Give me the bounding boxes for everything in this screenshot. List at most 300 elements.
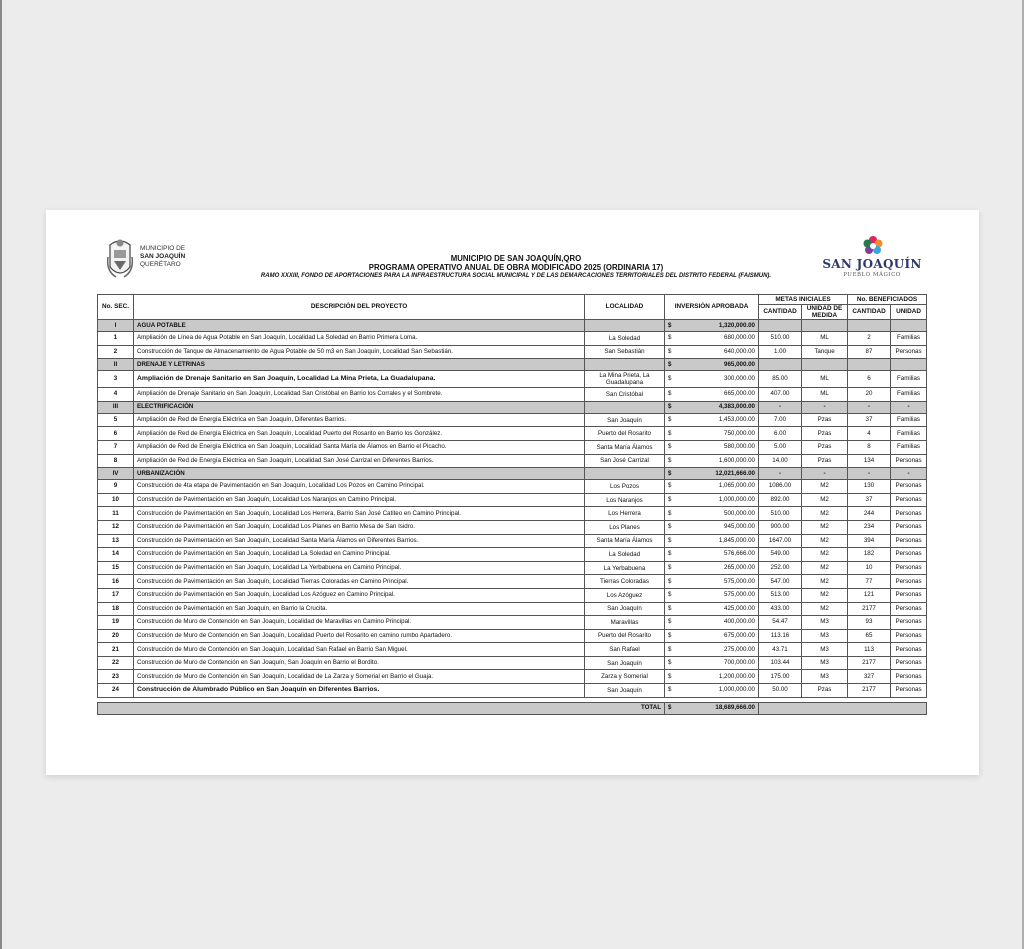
- project-description: Construcción de Pavimentación en San Joaquín, Localidad La Soledad en Camino Principal.: [134, 548, 585, 562]
- investment-amount: 400,000.00: [724, 618, 755, 626]
- project-description: Construcción de Alumbrado Público en San Joaquín en Diferentes Barrios.: [134, 684, 585, 698]
- investment-amount: 275,000.00: [724, 645, 755, 653]
- beneficiaries-unit: Personas: [891, 656, 927, 670]
- goal-quantity: 900.00: [759, 520, 802, 534]
- goal-quantity: 510.00: [759, 507, 802, 521]
- locality: Tierras Coloradas: [585, 575, 665, 589]
- row-number: 20: [98, 629, 134, 643]
- locality: La Soledad: [585, 332, 665, 346]
- table-row: [98, 332, 927, 346]
- header-localidad: LOCALIDAD: [585, 295, 665, 320]
- section-row: [98, 320, 927, 332]
- table-row: [98, 575, 927, 589]
- section-dash: [802, 359, 848, 371]
- table-row: [98, 656, 927, 670]
- total-amount: 18,689,666.00: [715, 704, 755, 712]
- investment-amount: 500,000.00: [724, 509, 755, 517]
- project-description: Construcción de Tanque de Almacenamiento de Agua Potable de 50 m3 en San Joaquín, Localidad San Sebastián.: [134, 345, 585, 359]
- currency-symbol: $: [668, 456, 672, 464]
- investment-amount: 265,000.00: [724, 564, 755, 572]
- goal-unit: Pzas: [802, 427, 848, 441]
- table-row: [98, 643, 927, 657]
- row-number: 13: [98, 534, 134, 548]
- currency-symbol: $: [668, 631, 672, 639]
- section-amount: 1,320,000.00: [718, 321, 755, 329]
- goal-unit: M3: [802, 616, 848, 630]
- goal-unit: Pzas: [802, 684, 848, 698]
- beneficiaries-count: 182: [848, 548, 891, 562]
- investment-cell: [665, 684, 759, 698]
- header-unidad: UNIDAD: [891, 305, 927, 320]
- project-description: Construcción de Pavimentación en San Joaquín, Localidad La Yerbabuena en Camino Principal.: [134, 561, 585, 575]
- investment-cell: [665, 575, 759, 589]
- goal-unit: ML: [802, 388, 848, 402]
- total-row: [98, 702, 927, 714]
- brand-name: SAN JOAQUÍN: [822, 257, 922, 271]
- section-dash: [802, 320, 848, 332]
- header-cantidad-beneficiados: CANTIDAD: [848, 305, 891, 320]
- row-number: 5: [98, 413, 134, 427]
- project-description: Construcción de Pavimentación en San Joaquín, en Barrio la Crucita.: [134, 602, 585, 616]
- investment-cell: [665, 656, 759, 670]
- section-dash: -: [848, 401, 891, 413]
- table-row: [98, 520, 927, 534]
- locality: Zarza y Somerial: [585, 670, 665, 684]
- project-description: Construcción de Muro de Contención en San Joaquín, Localidad San Rafael en Barrio San Miguel.: [134, 643, 585, 657]
- row-number: 16: [98, 575, 134, 589]
- goal-quantity: 113.16: [759, 629, 802, 643]
- goal-quantity: 510.00: [759, 332, 802, 346]
- project-description: Construcción de Muro de Contención en San Joaquín, Localidad de La Zarza y Somerial en Barrio el Guaja.: [134, 670, 585, 684]
- currency-symbol: $: [668, 604, 672, 612]
- beneficiaries-unit: Personas: [891, 534, 927, 548]
- goal-unit: M2: [802, 588, 848, 602]
- section-amount: 4,383,000.00: [718, 403, 755, 411]
- goal-unit: M2: [802, 507, 848, 521]
- project-description: Ampliación de Drenaje Sanitario en San Joaquín, Localidad La Mina Prieta, La Guadalupana.: [134, 371, 585, 388]
- row-number: 18: [98, 602, 134, 616]
- municipality-logo: [106, 237, 201, 282]
- section-amount-cell: [665, 359, 759, 371]
- locality: San Joaquín: [585, 656, 665, 670]
- goal-unit: Pzas: [802, 440, 848, 454]
- project-description: Ampliación de Red de Energía Eléctrica en San Joaquín, Localidad Puerto del Rosarito en Barrio los González.: [134, 427, 585, 441]
- investment-amount: 1,000,000.00: [718, 496, 755, 504]
- section-empty-cell: [585, 320, 665, 332]
- total-amount-cell: [665, 702, 759, 714]
- header-metas: METAS INICIALES: [759, 295, 848, 305]
- currency-symbol: $: [668, 509, 672, 517]
- project-description: Construcción de Pavimentación en San Joaquín, Localidad Los Planes en Barrio Mesa de San Isidro.: [134, 520, 585, 534]
- investment-cell: [665, 480, 759, 494]
- currency-symbol: $: [668, 443, 672, 451]
- investment-cell: [665, 454, 759, 468]
- table-row: [98, 684, 927, 698]
- investment-amount: 1,200,000.00: [718, 672, 755, 680]
- table-body: [98, 320, 927, 715]
- goal-quantity: 54.47: [759, 616, 802, 630]
- investment-amount: 665,000.00: [724, 390, 755, 398]
- currency-symbol: $: [668, 591, 672, 599]
- project-description: Ampliación de Red de Energía Eléctrica en San Joaquín, Diferentes Barrios.: [134, 413, 585, 427]
- section-name: URBANIZACIÓN: [134, 468, 585, 480]
- beneficiaries-count: 77: [848, 575, 891, 589]
- beneficiaries-count: 234: [848, 520, 891, 534]
- works-table: [97, 294, 927, 715]
- goal-quantity: 549.00: [759, 548, 802, 562]
- goal-unit: ML: [802, 332, 848, 346]
- investment-cell: [665, 548, 759, 562]
- locality: La Yerbabuena: [585, 561, 665, 575]
- investment-amount: 680,000.00: [724, 334, 755, 342]
- goal-unit: M2: [802, 548, 848, 562]
- locality: San Cristóbal: [585, 388, 665, 402]
- beneficiaries-count: 87: [848, 345, 891, 359]
- beneficiaries-unit: Personas: [891, 507, 927, 521]
- beneficiaries-count: 134: [848, 454, 891, 468]
- locality: Santa María Álamos: [585, 440, 665, 454]
- row-number: 17: [98, 588, 134, 602]
- project-description: Construcción de Pavimentación en San Joaquín, Localidad Los Naranjos en Camino Principal.: [134, 493, 585, 507]
- currency-symbol: $: [668, 375, 672, 383]
- beneficiaries-count: 10: [848, 561, 891, 575]
- currency-symbol: $: [668, 469, 672, 477]
- section-name: ELECTRIFICACIÓN: [134, 401, 585, 413]
- goal-quantity: 1086.00: [759, 480, 802, 494]
- row-number: 15: [98, 561, 134, 575]
- row-number: 6: [98, 427, 134, 441]
- beneficiaries-count: 2177: [848, 684, 891, 698]
- goal-unit: M2: [802, 602, 848, 616]
- table-row: [98, 493, 927, 507]
- table-row: [98, 616, 927, 630]
- beneficiaries-unit: Personas: [891, 629, 927, 643]
- investment-cell: [665, 602, 759, 616]
- investment-amount: 750,000.00: [724, 429, 755, 437]
- state-name: QUERÉTARO: [140, 261, 181, 268]
- section-empty-cell: [585, 468, 665, 480]
- row-number: 14: [98, 548, 134, 562]
- document-header: [196, 254, 836, 280]
- currency-symbol: $: [668, 577, 672, 585]
- currency-symbol: $: [668, 523, 672, 531]
- section-row: [98, 359, 927, 371]
- investment-cell: [665, 413, 759, 427]
- beneficiaries-count: 20: [848, 388, 891, 402]
- fund-description: RAMO XXXIII, FONDO DE APORTACIONES PARA LA INFRAESTRUCTURA SOCIAL MUNICIPAL Y DE LAS DEMARCACIONES TERRITORIALES DEL DISTRITO FEDERAL (FAISMUN).: [260, 273, 772, 279]
- brand-tagline: PUEBLO MÁGICO: [843, 272, 901, 278]
- section-amount: 965,000.00: [724, 360, 755, 368]
- goal-unit: Tanque: [802, 345, 848, 359]
- investment-amount: 1,453,000.00: [718, 416, 755, 424]
- beneficiaries-unit: Familias: [891, 413, 927, 427]
- header-no-sec: No. SEC.: [98, 295, 134, 320]
- currency-symbol: $: [668, 704, 672, 712]
- header-cantidad: CANTIDAD: [759, 305, 802, 320]
- goal-quantity: 547.00: [759, 575, 802, 589]
- beneficiaries-unit: Personas: [891, 684, 927, 698]
- table-row: [98, 602, 927, 616]
- beneficiaries-unit: Personas: [891, 561, 927, 575]
- goal-quantity: 407.00: [759, 388, 802, 402]
- section-empty-cell: [585, 401, 665, 413]
- beneficiaries-count: 121: [848, 588, 891, 602]
- locality: Santa María Álamos: [585, 534, 665, 548]
- section-row: [98, 401, 927, 413]
- municipality-name: SAN JOAQUÍN: [140, 253, 186, 260]
- goal-unit: M2: [802, 575, 848, 589]
- document-subtitle: PROGRAMA OPERATIVO ANUAL DE OBRA MODIFICADO 2025 (ORDINARIA 17): [368, 263, 664, 272]
- table-row: [98, 427, 927, 441]
- goal-quantity: 513.00: [759, 588, 802, 602]
- locality: Puerto del Rosarito: [585, 427, 665, 441]
- header-inversion: INVERSIÓN APROBADA: [665, 295, 759, 320]
- goal-quantity: 85.00: [759, 371, 802, 388]
- locality: Maravillas: [585, 616, 665, 630]
- currency-symbol: $: [668, 334, 672, 342]
- beneficiaries-count: 394: [848, 534, 891, 548]
- goal-unit: M3: [802, 643, 848, 657]
- investment-amount: 700,000.00: [724, 659, 755, 667]
- locality: Los Planes: [585, 520, 665, 534]
- investment-amount: 1,000,000.00: [718, 686, 755, 694]
- goal-unit: M3: [802, 656, 848, 670]
- section-dash: [891, 320, 927, 332]
- currency-symbol: $: [668, 672, 672, 680]
- section-number: II: [98, 359, 134, 371]
- currency-symbol: $: [668, 659, 672, 667]
- goal-quantity: 175.00: [759, 670, 802, 684]
- goal-unit: M2: [802, 480, 848, 494]
- investment-cell: [665, 507, 759, 521]
- project-description: Ampliación de Línea de Agua Potable en San Joaquín, Localidad La Soledad en Barrio Primera Loma.: [134, 332, 585, 346]
- table-row: [98, 629, 927, 643]
- locality: San Rafael: [585, 643, 665, 657]
- row-number: 11: [98, 507, 134, 521]
- beneficiaries-unit: Personas: [891, 602, 927, 616]
- locality: La Soledad: [585, 548, 665, 562]
- project-description: Ampliación de Drenaje Sanitario en San Joaquín, Localidad San Cristóbal en Barrio los Corrales y el Sombrete.: [134, 388, 585, 402]
- total-empty-cell: [759, 702, 927, 714]
- currency-symbol: $: [668, 496, 672, 504]
- beneficiaries-count: 2177: [848, 602, 891, 616]
- beneficiaries-unit: Familias: [891, 332, 927, 346]
- project-description: Construcción de 4ta etapa de Pavimentación en San Joaquín, Localidad Los Pozos en Camino Principal.: [134, 480, 585, 494]
- row-number: 21: [98, 643, 134, 657]
- beneficiaries-count: 37: [848, 493, 891, 507]
- investment-cell: [665, 616, 759, 630]
- goal-unit: Pzas: [802, 413, 848, 427]
- row-number: 1: [98, 332, 134, 346]
- currency-symbol: $: [668, 416, 672, 424]
- beneficiaries-count: 2177: [848, 656, 891, 670]
- project-description: Construcción de Pavimentación en San Joaquín, Localidad Los Herrera, Barrio San José Catiteo en Camino Principal.: [134, 507, 585, 521]
- beneficiaries-unit: Familias: [891, 371, 927, 388]
- row-number: 8: [98, 454, 134, 468]
- goal-quantity: 14.00: [759, 454, 802, 468]
- currency-symbol: $: [668, 645, 672, 653]
- header-descripcion: DESCRIPCIÓN DEL PROYECTO: [134, 295, 585, 320]
- currency-symbol: $: [668, 321, 672, 329]
- goal-quantity: 892.00: [759, 493, 802, 507]
- investment-amount: 580,000.00: [724, 443, 755, 451]
- investment-amount: 675,000.00: [724, 631, 755, 639]
- goal-unit: ML: [802, 371, 848, 388]
- table-row: [98, 561, 927, 575]
- coat-of-arms-icon: [106, 237, 134, 281]
- goal-quantity: 1.00: [759, 345, 802, 359]
- beneficiaries-count: 2: [848, 332, 891, 346]
- section-amount-cell: [665, 468, 759, 480]
- investment-amount: 576,666.00: [724, 550, 755, 558]
- row-number: 24: [98, 684, 134, 698]
- row-number: 12: [98, 520, 134, 534]
- beneficiaries-unit: Personas: [891, 345, 927, 359]
- beneficiaries-count: 113: [848, 643, 891, 657]
- section-dash: -: [759, 468, 802, 480]
- investment-cell: [665, 332, 759, 346]
- section-amount: 12,021,666.00: [715, 469, 755, 477]
- locality: Puerto del Rosarito: [585, 629, 665, 643]
- project-description: Construcción de Muro de Contención en San Joaquín, Localidad Puerto del Rosarito en camino rumbo Apartadero.: [134, 629, 585, 643]
- locality: San José Carrizal: [585, 454, 665, 468]
- beneficiaries-unit: Familias: [891, 440, 927, 454]
- currency-symbol: $: [668, 564, 672, 572]
- investment-amount: 1,845,000.00: [718, 536, 755, 544]
- row-number: 19: [98, 616, 134, 630]
- investment-cell: [665, 561, 759, 575]
- goal-quantity: 103.44: [759, 656, 802, 670]
- goal-unit: M3: [802, 670, 848, 684]
- locality: San Joaquín: [585, 602, 665, 616]
- beneficiaries-count: 8: [848, 440, 891, 454]
- investment-amount: 945,000.00: [724, 523, 755, 531]
- currency-symbol: $: [668, 360, 672, 368]
- section-dash: -: [759, 401, 802, 413]
- row-number: 10: [98, 493, 134, 507]
- table-row: [98, 548, 927, 562]
- beneficiaries-unit: Personas: [891, 670, 927, 684]
- locality: Los Azóguez: [585, 588, 665, 602]
- locality: San Joaquín: [585, 684, 665, 698]
- currency-symbol: $: [668, 403, 672, 411]
- section-row: [98, 468, 927, 480]
- currency-symbol: $: [668, 390, 672, 398]
- goal-quantity: 433.00: [759, 602, 802, 616]
- row-number: 3: [98, 371, 134, 388]
- goal-unit: M3: [802, 629, 848, 643]
- beneficiaries-unit: Familias: [891, 427, 927, 441]
- project-description: Ampliación de Red de Energía Eléctrica en San Joaquín, Localidad San José Carrizal en Diferentes Barrios.: [134, 454, 585, 468]
- section-dash: [848, 320, 891, 332]
- investment-amount: 300,000.00: [724, 375, 755, 383]
- row-number: 2: [98, 345, 134, 359]
- currency-symbol: $: [668, 536, 672, 544]
- investment-amount: 1,600,000.00: [718, 456, 755, 464]
- beneficiaries-count: 6: [848, 371, 891, 388]
- beneficiaries-unit: Personas: [891, 454, 927, 468]
- section-dash: -: [802, 468, 848, 480]
- goal-quantity: 1647.00: [759, 534, 802, 548]
- row-number: 7: [98, 440, 134, 454]
- section-dash: -: [848, 468, 891, 480]
- investment-cell: [665, 670, 759, 684]
- currency-symbol: $: [668, 686, 672, 694]
- goal-quantity: 6.00: [759, 427, 802, 441]
- project-description: Ampliación de Red de Energía Eléctrica en San Joaquín, Localidad Santa María de Álamos en Barrio el Picacho.: [134, 440, 585, 454]
- section-dash: -: [891, 468, 927, 480]
- beneficiaries-unit: Personas: [891, 548, 927, 562]
- beneficiaries-unit: Personas: [891, 480, 927, 494]
- beneficiaries-unit: Personas: [891, 520, 927, 534]
- goal-unit: M2: [802, 534, 848, 548]
- table-row: [98, 480, 927, 494]
- goal-unit: M2: [802, 493, 848, 507]
- row-number: 22: [98, 656, 134, 670]
- document-page: [46, 210, 979, 775]
- investment-cell: [665, 643, 759, 657]
- document-title: MUNICIPIO DE SAN JOAQUÍN,QRO: [450, 254, 582, 263]
- investment-cell: [665, 534, 759, 548]
- goal-quantity: 43.71: [759, 643, 802, 657]
- investment-amount: 575,000.00: [724, 591, 755, 599]
- investment-cell: [665, 345, 759, 359]
- table-row: [98, 534, 927, 548]
- project-description: Construcción de Muro de Contención en San Joaquín, Localidad de Maravillas en Camino Principal.: [134, 616, 585, 630]
- beneficiaries-count: 130: [848, 480, 891, 494]
- locality: San Joaquín: [585, 413, 665, 427]
- currency-symbol: $: [668, 347, 672, 355]
- beneficiaries-unit: Familias: [891, 388, 927, 402]
- locality: Los Pozos: [585, 480, 665, 494]
- goal-unit: M2: [802, 561, 848, 575]
- section-amount-cell: [665, 401, 759, 413]
- investment-cell: [665, 629, 759, 643]
- section-number: III: [98, 401, 134, 413]
- beneficiaries-unit: Personas: [891, 616, 927, 630]
- goal-quantity: 7.00: [759, 413, 802, 427]
- row-number: 9: [98, 480, 134, 494]
- section-amount-cell: [665, 320, 759, 332]
- beneficiaries-count: 4: [848, 427, 891, 441]
- section-name: DRENAJE Y LETRINAS: [134, 359, 585, 371]
- beneficiaries-count: 37: [848, 413, 891, 427]
- flower-icon: [862, 235, 884, 257]
- beneficiaries-count: 327: [848, 670, 891, 684]
- table-row: [98, 388, 927, 402]
- investment-cell: [665, 440, 759, 454]
- currency-symbol: $: [668, 618, 672, 626]
- section-dash: [759, 320, 802, 332]
- total-label: TOTAL: [98, 702, 665, 714]
- locality: La Mina Prieta, La Guadalupana: [585, 371, 665, 388]
- investment-cell: [665, 371, 759, 388]
- table-row: [98, 345, 927, 359]
- section-dash: [848, 359, 891, 371]
- goal-quantity: 5.00: [759, 440, 802, 454]
- section-dash: [759, 359, 802, 371]
- project-description: Construcción de Pavimentación en San Joaquín, Localidad Los Azóguez en Camino Principal.: [134, 588, 585, 602]
- goal-unit: M2: [802, 520, 848, 534]
- table-row: [98, 371, 927, 388]
- header-unidad-medida: UNIDAD DE MEDIDA: [802, 305, 848, 320]
- investment-cell: [665, 520, 759, 534]
- pueblo-magico-logo: [822, 235, 922, 283]
- project-description: Construcción de Pavimentación en San Joaquín, Localidad Tierras Coloradas en Camino Principal.: [134, 575, 585, 589]
- row-number: 23: [98, 670, 134, 684]
- goal-unit: Pzas: [802, 454, 848, 468]
- table-row: [98, 588, 927, 602]
